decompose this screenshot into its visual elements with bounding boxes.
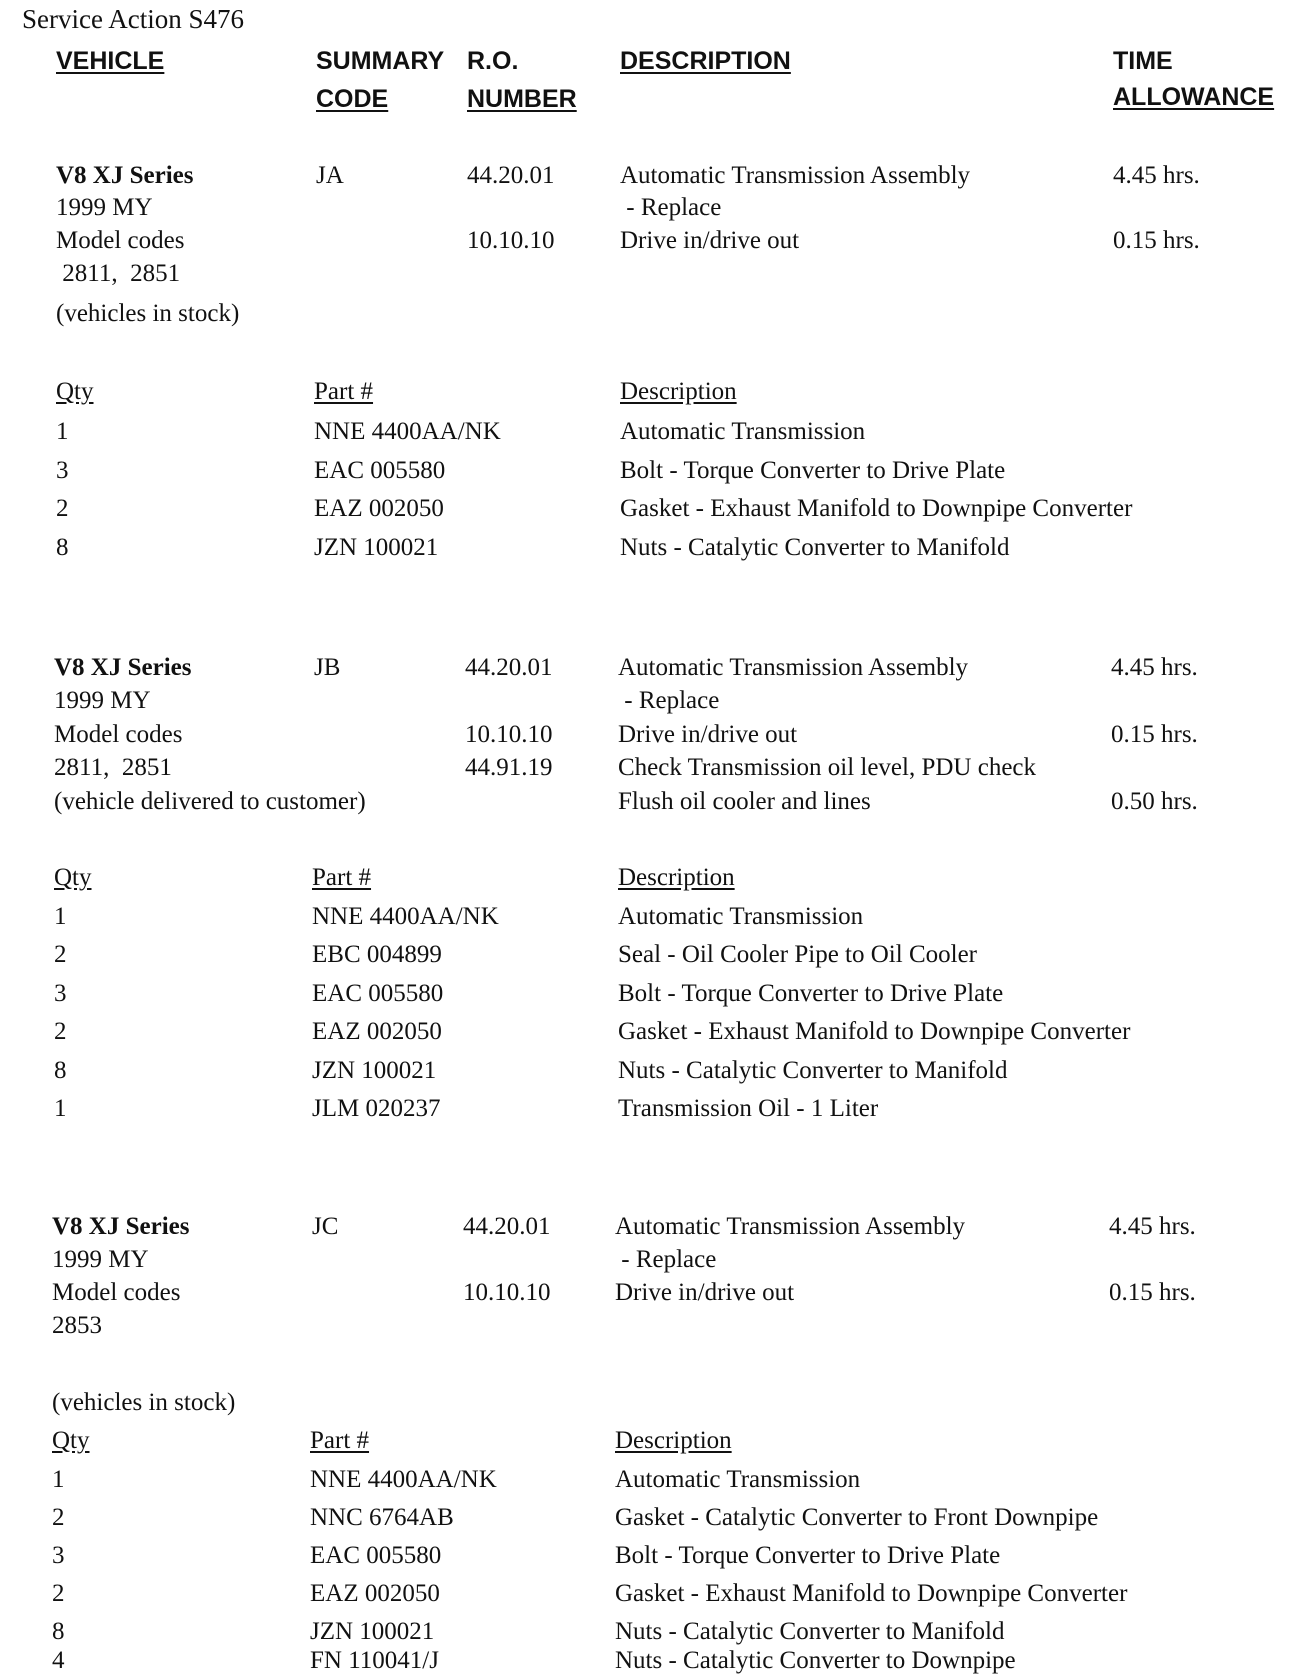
labor-description-continued: - Replace (618, 687, 720, 714)
summary-code: JB (314, 654, 341, 681)
part-number: JZN 100021 (314, 534, 439, 561)
document-title: Service Action S476 (22, 4, 244, 34)
parts-header-part: Part # (314, 378, 374, 405)
parts-header-part: Part # (312, 864, 372, 891)
part-description: Nuts - Catalytic Converter to Downpipe (615, 1647, 1016, 1674)
labor-description: Drive in/drive out (618, 721, 798, 748)
vehicle-model-year: 1999 MY (56, 194, 153, 221)
parts-header-part: Part # (310, 1427, 370, 1454)
labor-description-continued: Flush oil cooler and lines (618, 788, 871, 815)
part-qty: 8 (56, 534, 69, 561)
vehicle-status: (vehicles in stock) (56, 300, 240, 327)
ro-number: 10.10.10 (467, 227, 555, 254)
part-number: NNE 4400AA/NK (310, 1466, 497, 1493)
part-description: Seal - Oil Cooler Pipe to Oil Cooler (618, 941, 977, 968)
part-qty: 2 (56, 495, 69, 522)
part-description: Gasket - Exhaust Manifold to Downpipe Converter (618, 1018, 1131, 1045)
parts-header-description: Description (618, 864, 735, 891)
part-description: Nuts - Catalytic Converter to Manifold (618, 1057, 1008, 1084)
vehicle-model-codes-label: Model codes (56, 227, 185, 254)
ro-number: 44.20.01 (463, 1213, 551, 1240)
part-number: EAC 005580 (314, 457, 446, 484)
vehicle-model-codes: 2811, 2851 (56, 260, 181, 287)
part-description: Gasket - Exhaust Manifold to Downpipe Converter (615, 1580, 1128, 1607)
time-allowance: 0.15 hrs. (1109, 1279, 1196, 1306)
labor-description: Automatic Transmission Assembly (620, 162, 971, 189)
ro-number: 44.91.19 (465, 754, 553, 781)
header-number: NUMBER (467, 85, 577, 113)
time-allowance: 0.50 hrs. (1111, 788, 1198, 815)
header-vehicle: VEHICLE (56, 47, 165, 75)
part-description: Gasket - Exhaust Manifold to Downpipe Converter (620, 495, 1133, 522)
vehicle-series: V8 XJ Series (56, 162, 194, 189)
part-qty: 2 (52, 1580, 65, 1607)
summary-code: JC (312, 1213, 339, 1240)
labor-description: Drive in/drive out (615, 1279, 795, 1306)
vehicle-model-codes-label: Model codes (52, 1279, 181, 1306)
part-qty: 4 (52, 1647, 65, 1674)
parts-header-qty: Qty (52, 1427, 90, 1454)
part-number: FN 110041/J (310, 1647, 439, 1674)
part-description: Bolt - Torque Converter to Drive Plate (618, 980, 1004, 1007)
header-description: DESCRIPTION (620, 47, 791, 75)
vehicle-model-year: 1999 MY (52, 1246, 149, 1273)
parts-header-description: Description (615, 1427, 732, 1454)
ro-number: 44.20.01 (465, 654, 553, 681)
part-description: Gasket - Catalytic Converter to Front Downpipe (615, 1504, 1099, 1531)
header-code: CODE (316, 85, 389, 113)
labor-description: Automatic Transmission Assembly (615, 1213, 966, 1240)
time-allowance: 0.15 hrs. (1113, 227, 1200, 254)
part-number: JZN 100021 (310, 1618, 435, 1645)
part-qty: 3 (52, 1542, 65, 1569)
vehicle-model-year: 1999 MY (54, 687, 151, 714)
labor-description-continued: - Replace (620, 194, 722, 221)
part-qty: 2 (54, 941, 67, 968)
header-time: TIME (1113, 47, 1173, 75)
part-description: Automatic Transmission (618, 903, 864, 930)
vehicle-status: (vehicles in stock) (52, 1389, 236, 1416)
vehicle-series: V8 XJ Series (52, 1213, 190, 1240)
part-number: EAC 005580 (312, 980, 444, 1007)
part-number: NNE 4400AA/NK (312, 903, 499, 930)
part-description: Nuts - Catalytic Converter to Manifold (615, 1618, 1005, 1645)
parts-header-description: Description (620, 378, 737, 405)
part-qty: 3 (54, 980, 67, 1007)
vehicle-model-codes: 2853 (52, 1312, 102, 1339)
part-qty: 1 (52, 1466, 65, 1493)
vehicle-model-codes-label: Model codes (54, 721, 183, 748)
part-description: Transmission Oil - 1 Liter (618, 1095, 879, 1122)
ro-number: 10.10.10 (463, 1279, 551, 1306)
part-qty: 3 (56, 457, 69, 484)
labor-description: Automatic Transmission Assembly (618, 654, 969, 681)
time-allowance: 4.45 hrs. (1111, 654, 1198, 681)
labor-description: Check Transmission oil level, PDU check (618, 754, 1037, 781)
parts-header-qty: Qty (54, 864, 92, 891)
part-qty: 2 (52, 1504, 65, 1531)
part-description: Automatic Transmission (615, 1466, 861, 1493)
part-qty: 1 (54, 903, 67, 930)
parts-header-qty: Qty (56, 378, 94, 405)
part-qty: 1 (54, 1095, 67, 1122)
labor-description-continued: - Replace (615, 1246, 717, 1273)
part-number: EAC 005580 (310, 1542, 442, 1569)
part-number: NNE 4400AA/NK (314, 418, 501, 445)
part-description: Bolt - Torque Converter to Drive Plate (615, 1542, 1001, 1569)
part-number: EAZ 002050 (312, 1018, 442, 1045)
part-number: JZN 100021 (312, 1057, 437, 1084)
part-description: Automatic Transmission (620, 418, 866, 445)
time-allowance: 4.45 hrs. (1113, 162, 1200, 189)
labor-description: Drive in/drive out (620, 227, 800, 254)
part-number: EAZ 002050 (314, 495, 444, 522)
ro-number: 44.20.01 (467, 162, 555, 189)
part-qty: 8 (54, 1057, 67, 1084)
part-description: Nuts - Catalytic Converter to Manifold (620, 534, 1010, 561)
vehicle-series: V8 XJ Series (54, 654, 192, 681)
vehicle-model-codes: 2811, 2851 (54, 754, 172, 781)
summary-code: JA (316, 162, 344, 189)
time-allowance: 4.45 hrs. (1109, 1213, 1196, 1240)
part-description: Bolt - Torque Converter to Drive Plate (620, 457, 1006, 484)
part-number: NNC 6764AB (310, 1504, 454, 1531)
ro-number: 10.10.10 (465, 721, 553, 748)
time-allowance: 0.15 hrs. (1111, 721, 1198, 748)
header-summary: SUMMARY (316, 47, 445, 75)
header-allowance: ALLOWANCE (1113, 83, 1275, 111)
vehicle-status: (vehicle delivered to customer) (54, 788, 366, 815)
part-number: JLM 020237 (312, 1095, 441, 1122)
part-qty: 2 (54, 1018, 67, 1045)
part-qty: 1 (56, 418, 69, 445)
part-number: EAZ 002050 (310, 1580, 440, 1607)
part-number: EBC 004899 (312, 941, 442, 968)
header-ro: R.O. (467, 47, 519, 75)
part-qty: 8 (52, 1618, 65, 1645)
